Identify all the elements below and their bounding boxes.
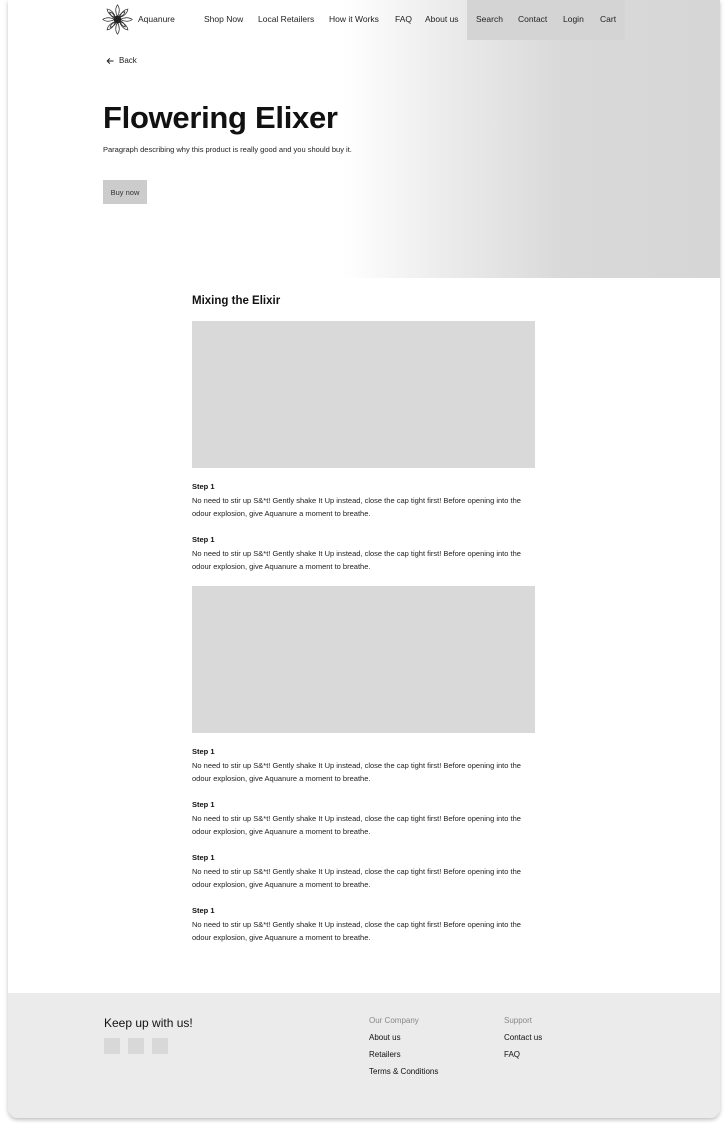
nav-shop-now[interactable]: Shop Now [204, 14, 244, 24]
step-item [192, 482, 537, 520]
footer-company-heading: Our Company [369, 1016, 419, 1025]
step-text: No need to stir up S&*t! Gently shake It Up instead, close the cap tight first! Before opening into the odour explosion, give Aquanure a moment to breathe. [192, 761, 521, 783]
footer [8, 993, 720, 1118]
step-text: No need to stir up S&*t! Gently shake It Up instead, close the cap tight first! Before opening into the odour explosion, give Aquanure a moment to breathe. [192, 814, 521, 836]
footer-link-about-us[interactable]: About us [369, 1033, 401, 1042]
page-title: Flowering Elixer [103, 100, 338, 135]
step-title: Step 1 [192, 747, 215, 756]
nav-local-retailers[interactable]: Local Retailers [258, 14, 315, 24]
step-text: No need to stir up S&*t! Gently shake It Up instead, close the cap tight first! Before opening into the odour explosion, give Aquanure a moment to breathe. [192, 549, 521, 571]
step-title: Step 1 [192, 482, 215, 491]
nav-how-it-works[interactable]: How it Works [329, 14, 379, 24]
step-item [192, 800, 537, 838]
step-text: No need to stir up S&*t! Gently shake It Up instead, close the cap tight first! Before opening into the odour explosion, give Aquanure a moment to breathe. [192, 920, 521, 942]
step-item [192, 535, 537, 573]
nav-search[interactable]: Search [476, 14, 503, 24]
step-title: Step 1 [192, 906, 215, 915]
nav-cart[interactable]: Cart [600, 14, 617, 24]
nav-faq[interactable]: FAQ [395, 14, 413, 24]
footer-title: Keep up with us! [104, 1016, 193, 1030]
social-icon-1[interactable] [104, 1038, 120, 1054]
arrow-left-icon [106, 57, 114, 65]
social-icon-2[interactable] [128, 1038, 144, 1054]
footer-link-contact-us[interactable]: Contact us [504, 1033, 543, 1042]
back-label: Back [119, 56, 137, 65]
step-item [192, 853, 537, 891]
step-text: No need to stir up S&*t! Gently shake It Up instead, close the cap tight first! Before opening into the odour explosion, give Aquanure a moment to breathe. [192, 496, 521, 518]
step-item [192, 747, 537, 785]
nav-contact[interactable]: Contact [518, 14, 548, 24]
hero-paragraph: Paragraph describing why this product is really good and you should buy it. [103, 145, 352, 154]
brand-name[interactable]: Aquanure [138, 14, 175, 24]
section-title: Mixing the Elixir [192, 295, 281, 307]
step-text: No need to stir up S&*t! Gently shake It Up instead, close the cap tight first! Before opening into the odour explosion, give Aquanure a moment to breathe. [192, 867, 521, 889]
social-icon-3[interactable] [152, 1038, 168, 1054]
footer-support-heading: Support [504, 1016, 533, 1025]
step-title: Step 1 [192, 535, 215, 544]
nav-login[interactable]: Login [563, 14, 584, 24]
footer-link-faq[interactable]: FAQ [504, 1050, 521, 1059]
step-title: Step 1 [192, 800, 215, 809]
page [8, 0, 720, 1118]
buy-now-button[interactable]: Buy now [103, 180, 147, 204]
footer-link-retailers[interactable]: Retailers [369, 1050, 401, 1059]
step-title: Step 1 [192, 853, 215, 862]
top-nav [8, 0, 720, 40]
footer-link-terms[interactable]: Terms & Conditions [369, 1067, 439, 1076]
nav-about-us[interactable]: About us [425, 14, 459, 24]
flower-logo-icon[interactable] [102, 4, 133, 35]
back-link[interactable] [106, 56, 137, 65]
image-placeholder-2 [192, 586, 535, 733]
image-placeholder-1 [192, 321, 535, 468]
hero-section [8, 0, 720, 278]
step-item [192, 906, 537, 944]
